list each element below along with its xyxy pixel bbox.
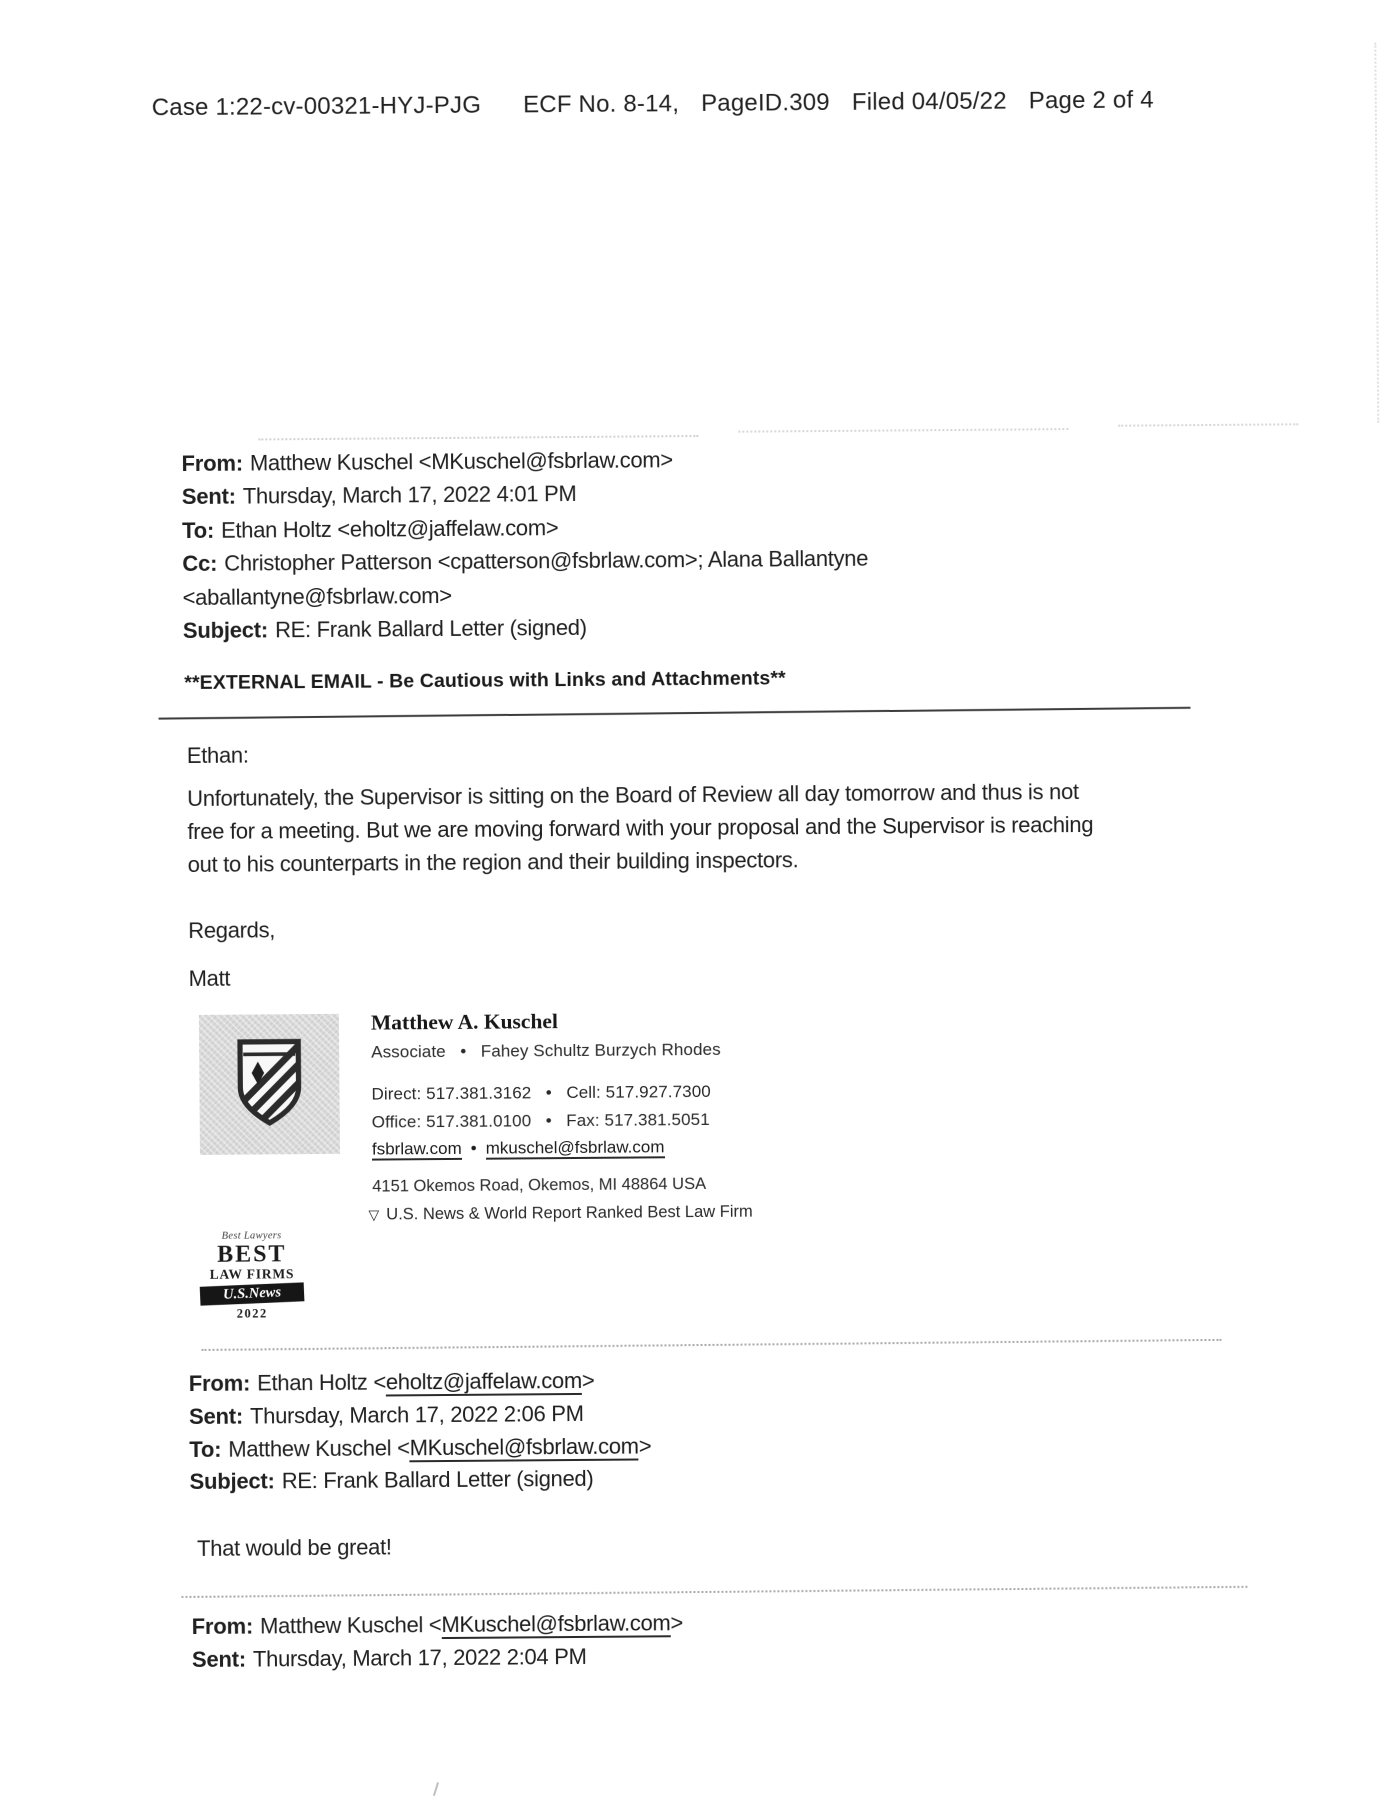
from-label: From: [181, 451, 243, 476]
cc-label: Cc: [182, 551, 217, 576]
email1-sent-row [182, 475, 868, 514]
scan-artifact-vertical [1374, 43, 1379, 423]
badge-year: 2022 [206, 1306, 298, 1322]
email1-subject-row [183, 609, 869, 648]
to-prefix: Matthew Kuschel < [228, 1435, 410, 1461]
sent-value: Thursday, March 17, 2022 4:01 PM [243, 481, 577, 509]
to-label: To: [182, 518, 214, 543]
to-suffix: > [639, 1433, 652, 1458]
subject-value: RE: Frank Ballard Letter (signed) [275, 615, 587, 642]
email1-signoff: Matt [188, 962, 230, 995]
from-suffix: > [670, 1610, 683, 1635]
from-prefix: Matthew Kuschel < [260, 1612, 442, 1638]
email1-body [187, 775, 1093, 881]
signature-links [372, 1137, 665, 1159]
subject-label: Subject: [189, 1469, 274, 1495]
from-label: From: [189, 1371, 251, 1396]
from-prefix: Ethan Holtz < [257, 1369, 386, 1395]
scan-artifact-line [1118, 423, 1298, 426]
email1-closing: Regards, [188, 913, 275, 947]
subject-label: Subject: [183, 617, 268, 643]
email-divider [202, 1339, 1222, 1351]
firm-shield-logo [199, 1014, 340, 1155]
email1-cc-row [182, 542, 868, 581]
from-value: Matthew Kuschel <MKuschel@fsbrlaw.com> [250, 447, 673, 475]
signature-phone-line1: Direct: 517.381.3162 • Cell: 517.927.7300 [371, 1082, 711, 1105]
bullet-separator: • [471, 1139, 477, 1158]
sent-label: Sent: [192, 1647, 246, 1672]
email3-header [192, 1606, 684, 1677]
email1-header [181, 442, 868, 648]
sent-value: Thursday, March 17, 2022 2:04 PM [253, 1644, 587, 1672]
signature-award [368, 1203, 752, 1225]
email2-sent-row [189, 1397, 651, 1433]
from-label: From: [192, 1614, 254, 1639]
body-line: free for a meeting. But we are moving forward with your proposal and the Supervisor is reaching [187, 808, 1093, 848]
horizontal-rule [159, 707, 1191, 720]
email1-cc-continuation: <aballantyne@fsbrlaw.com> [182, 575, 868, 614]
ecf-number: ECF No. 8-14, [523, 90, 679, 118]
sent-label: Sent: [182, 484, 236, 509]
sent-label: Sent: [189, 1403, 243, 1428]
scan-artifact-line [258, 435, 698, 440]
flag-icon: ▽ [368, 1207, 379, 1223]
to-value: Ethan Holtz <eholtz@jaffelaw.com> [221, 515, 559, 543]
filed-date: Filed 04/05/22 [852, 88, 1007, 116]
email1-greeting: Ethan: [187, 739, 249, 772]
badge-subtitle: LAW FIRMS [206, 1266, 298, 1282]
page-id: PageID.309 [701, 89, 830, 117]
signature-address: 4151 Okemos Road, Okemos, MI 48864 USA [372, 1175, 706, 1197]
website-link[interactable]: fsbrlaw.com [372, 1139, 462, 1161]
email2-subject-row [189, 1463, 651, 1499]
case-number: Case 1:22-cv-00321-HYJ-PJG [152, 92, 482, 122]
badge-banner: U.S.News [200, 1282, 305, 1305]
email-divider [181, 1586, 1247, 1598]
sent-value: Thursday, March 17, 2022 2:06 PM [250, 1401, 584, 1429]
badge-title: BEST [206, 1242, 298, 1267]
subject-value: RE: Frank Ballard Letter (signed) [282, 1466, 594, 1493]
to-email-link[interactable]: MKuschel@fsbrlaw.com [410, 1433, 639, 1462]
shield-icon [217, 1026, 322, 1143]
to-label: To: [189, 1436, 221, 1461]
email1-from-row [181, 442, 867, 481]
best-law-firms-badge [206, 1230, 299, 1322]
signature-role: Associate • Fahey Schultz Burzych Rhodes [371, 1040, 721, 1063]
signature-name: Matthew A. Kuschel [371, 1009, 558, 1035]
email3-from-row [192, 1606, 684, 1643]
signature-phone-line2: Office: 517.381.0100 • Fax: 517.381.5051 [372, 1110, 710, 1133]
email2-header [189, 1364, 652, 1499]
page-count: Page 2 of 4 [1029, 86, 1154, 114]
email2-from-row [189, 1364, 651, 1400]
email3-sent-row [192, 1640, 684, 1677]
badge-header: Best Lawyers [206, 1230, 298, 1243]
cc-value: Christopher Patterson <cpatterson@fsbrlaw.com>; Alana Ballantyne [224, 546, 868, 576]
email2-body: That would be great! [197, 1530, 392, 1565]
body-line: Unfortunately, the Supervisor is sitting on the Board of Review all day tomorrow and thus is not [187, 775, 1093, 815]
court-filing-stamp [152, 86, 1176, 122]
email1-to-row [182, 508, 868, 547]
external-email-warning: **EXTERNAL EMAIL - Be Cautious with Links and Attachments** [184, 667, 786, 695]
award-text: U.S. News & World Report Ranked Best Law Firm [386, 1203, 753, 1224]
email2-to-row [189, 1430, 651, 1466]
from-email-link[interactable]: eholtz@jaffelaw.com [386, 1368, 582, 1397]
scan-artifact-line [738, 428, 1068, 433]
email-link[interactable]: mkuschel@fsbrlaw.com [486, 1137, 665, 1159]
scan-artifact-mark [433, 1782, 439, 1796]
body-line: out to his counterparts in the region and their building inspectors. [188, 841, 1094, 881]
from-email-link[interactable]: MKuschel@fsbrlaw.com [441, 1610, 670, 1639]
from-suffix: > [582, 1368, 595, 1393]
